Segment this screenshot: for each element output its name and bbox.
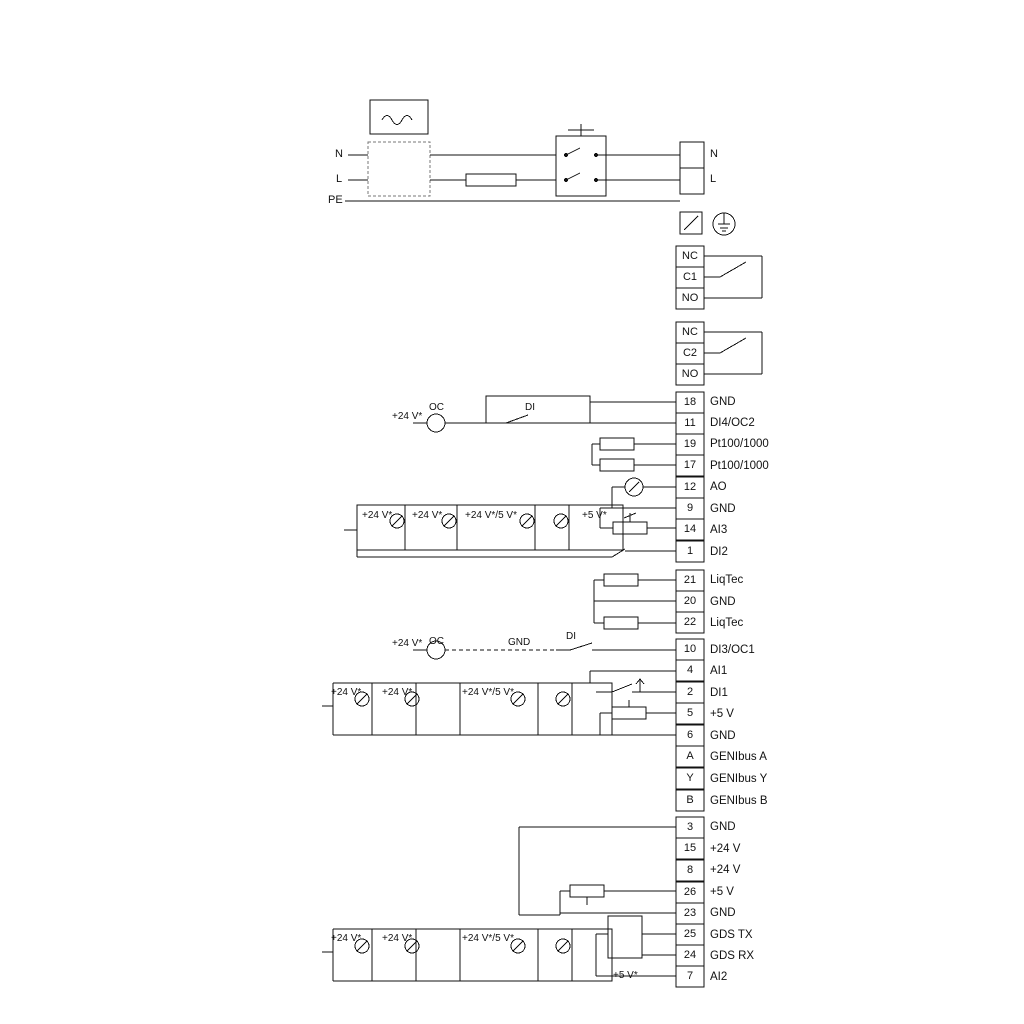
terminal-num-A: A xyxy=(686,750,694,762)
terminal-name-26: +5 V xyxy=(710,886,734,898)
terminal-name-17: Pt100/1000 xyxy=(710,460,769,472)
terminal-name-15: +24 V xyxy=(710,843,741,855)
annotation-oc-di3: OC xyxy=(429,636,444,647)
terminal-name-A: GENIbus A xyxy=(710,751,767,763)
terminal-name-6: GND xyxy=(710,730,736,742)
terminal-name-21: LiqTec xyxy=(710,574,744,586)
terminal-num-23: 23 xyxy=(683,907,697,919)
terminal-NO2: NO xyxy=(681,368,699,380)
terminal-num-2: 2 xyxy=(686,686,694,698)
terminal-num-21: 21 xyxy=(683,574,697,586)
terminal-name-9: GND xyxy=(710,503,736,515)
terminal-name-Y: GENIbus Y xyxy=(710,773,768,785)
terminal-num-6: 6 xyxy=(686,729,694,741)
annotation-24v-ai2-2: +24 V* xyxy=(382,933,413,944)
terminal-C2: C2 xyxy=(682,347,698,359)
terminal-name-20: GND xyxy=(710,596,736,608)
annotation-5v-ai3: +5 V* xyxy=(582,510,607,521)
terminal-num-Y: Y xyxy=(686,772,694,784)
annotation-24v-di4: +24 V* xyxy=(392,411,423,422)
terminal-name-4: AI1 xyxy=(710,665,728,677)
annotation-24v5v-ai3: +24 V*/5 V* xyxy=(465,510,517,521)
terminal-name-B: GENIbus B xyxy=(710,795,768,807)
terminal-num-12: 12 xyxy=(683,481,697,493)
terminal-num-4: 4 xyxy=(686,664,694,676)
ac-filter-box xyxy=(370,100,428,134)
terminal-num-7: 7 xyxy=(686,970,694,982)
terminal-name-5: +5 V xyxy=(710,708,734,720)
terminal-name-24: GDS RX xyxy=(710,950,755,962)
terminal-name-12: AO xyxy=(710,481,727,493)
annotation-24v5v-ai2: +24 V*/5 V* xyxy=(462,933,514,944)
terminal-name-23: GND xyxy=(710,907,736,919)
annotation-di-di4: DI xyxy=(525,402,535,413)
terminal-name-19: Pt100/1000 xyxy=(710,438,769,450)
terminal-num-3: 3 xyxy=(686,821,694,833)
terminal-num-14: 14 xyxy=(683,523,697,535)
terminal-num-22: 22 xyxy=(683,616,697,628)
terminal-num-1: 1 xyxy=(686,545,694,557)
terminal-num-9: 9 xyxy=(686,502,694,514)
terminal-num-5: 5 xyxy=(686,707,694,719)
annotation-24v-ai2-1: +24 V* xyxy=(331,933,362,944)
annotation-24v-ai3-2: +24 V* xyxy=(412,510,443,521)
terminal-name-18: GND xyxy=(710,396,736,408)
terminal-num-24: 24 xyxy=(683,949,697,961)
ac-waveform-icon xyxy=(382,116,412,125)
terminal-num-15: 15 xyxy=(683,842,697,854)
terminal-NO1: NO xyxy=(681,292,699,304)
terminal-num-10: 10 xyxy=(683,643,697,655)
annotation-oc-di4: OC xyxy=(429,402,444,413)
annotation-24v-ai1-1: +24 V* xyxy=(331,687,362,698)
terminal-name-10: DI3/OC1 xyxy=(710,644,755,656)
terminal-name-3: GND xyxy=(710,821,736,833)
terminal-name-14: AI3 xyxy=(710,524,728,536)
terminal-name-2: DI1 xyxy=(710,687,728,699)
annotation-24v-ai1-2: +24 V* xyxy=(382,687,413,698)
terminal-num-25: 25 xyxy=(683,928,697,940)
annotation-24v-di3: +24 V* xyxy=(392,638,423,649)
terminal-name-8: +24 V xyxy=(710,864,741,876)
terminal-num-B: B xyxy=(686,794,694,806)
annotation-24v5v-ai1: +24 V*/5 V* xyxy=(462,687,514,698)
terminal-num-19: 19 xyxy=(683,438,697,450)
annotation-di-di3: DI xyxy=(566,631,576,642)
annotation-24v-ai3-1: +24 V* xyxy=(362,510,393,521)
terminal-NC2: NC xyxy=(682,326,698,338)
terminal-name-7: AI2 xyxy=(710,971,728,983)
annotation-gnd-di3: GND xyxy=(508,637,531,648)
terminal-num-17: 17 xyxy=(683,459,697,471)
terminal-C1: C1 xyxy=(682,271,698,283)
label-L-out: L xyxy=(710,173,717,185)
terminal-num-18: 18 xyxy=(683,396,697,408)
label-N-out: N xyxy=(710,148,718,160)
terminal-num-11: 11 xyxy=(684,417,696,429)
label-PE-in: PE xyxy=(328,194,343,206)
label-N-in: N xyxy=(335,148,343,160)
terminal-name-1: DI2 xyxy=(710,546,728,558)
terminal-num-8: 8 xyxy=(686,864,694,876)
terminal-NC1: NC xyxy=(682,250,698,262)
terminal-num-26: 26 xyxy=(683,886,697,898)
annotation-5v-ai2: +5 V* xyxy=(613,970,638,981)
terminal-name-25: GDS TX xyxy=(710,929,753,941)
terminal-num-20: 20 xyxy=(683,595,697,607)
terminal-name-22: LiqTec xyxy=(710,617,744,629)
label-L-in: L xyxy=(336,173,343,185)
terminal-name-11: DI4/OC2 xyxy=(710,417,755,429)
